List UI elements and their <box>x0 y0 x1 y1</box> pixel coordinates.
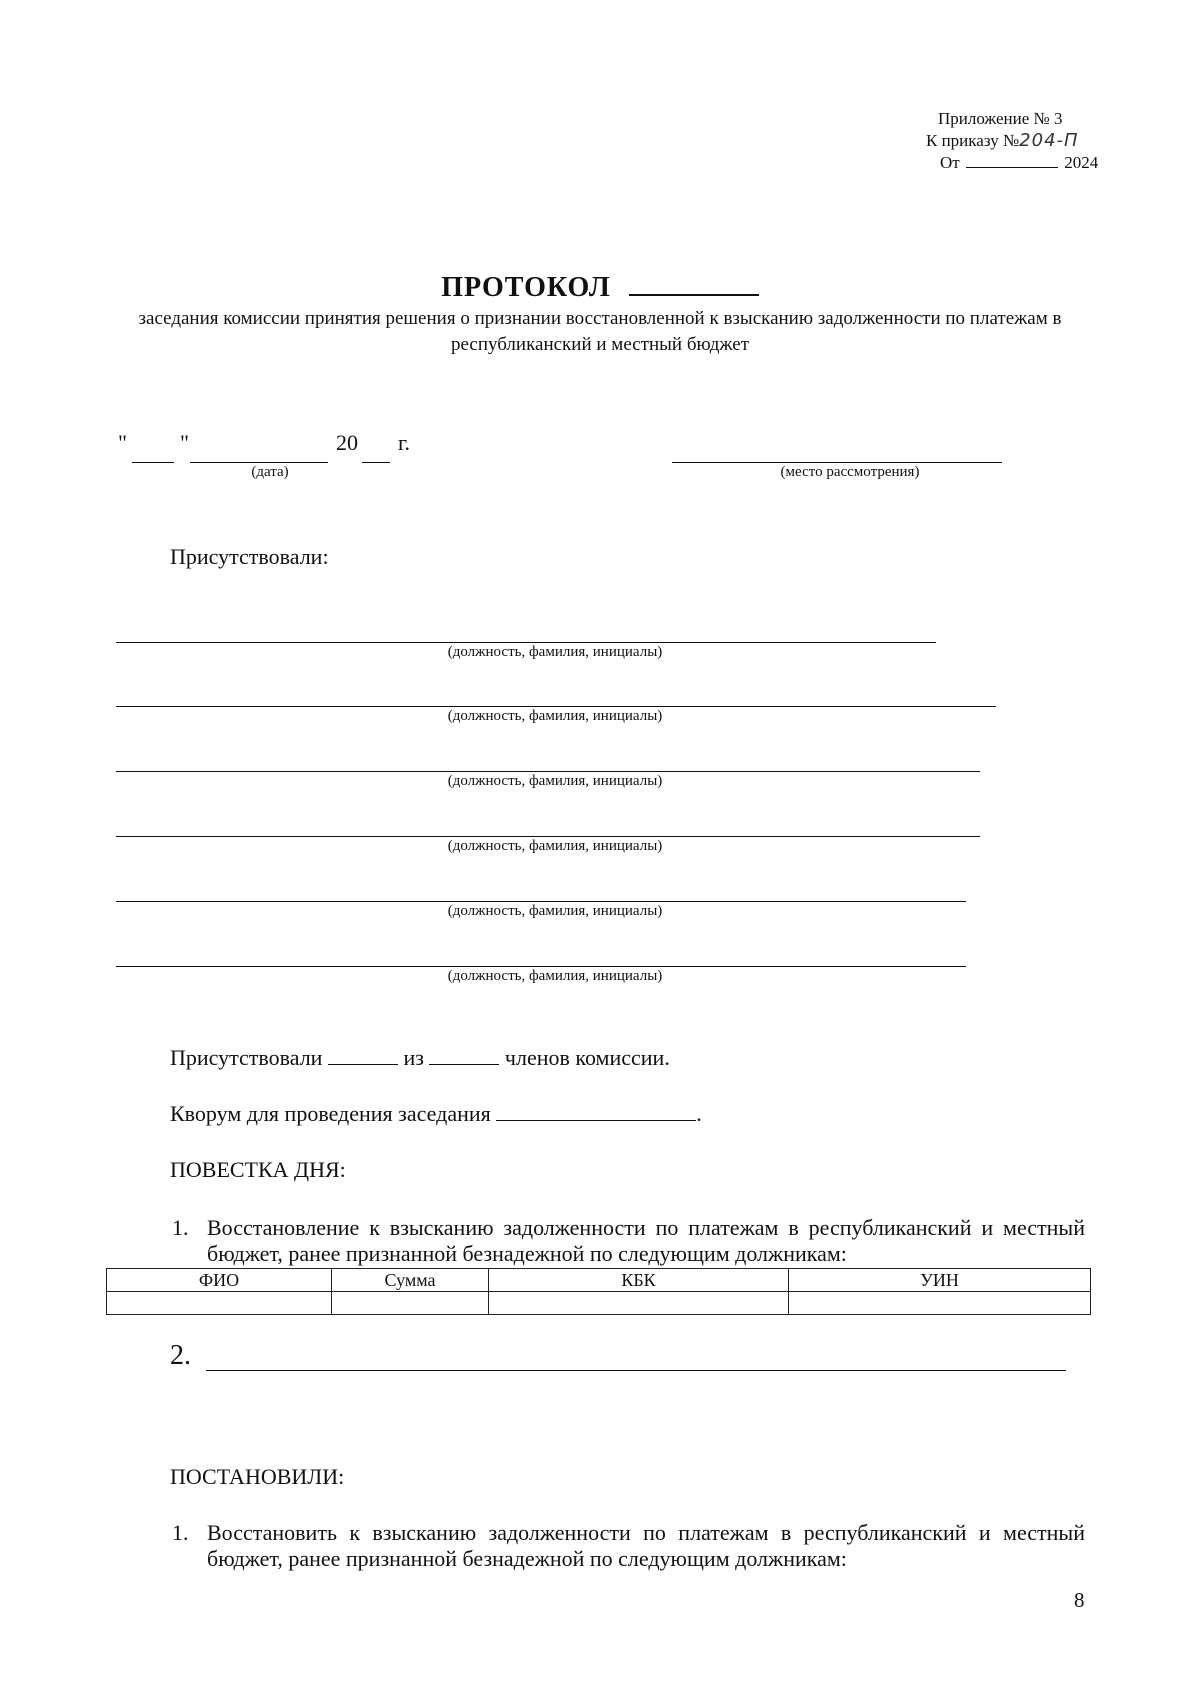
place-blank <box>672 462 1002 463</box>
attendee-line <box>116 706 996 707</box>
header-fio: ФИО <box>107 1269 332 1292</box>
title-text: ПРОТОКОЛ <box>441 272 611 303</box>
present-count-word3: членов комиссии. <box>504 1045 670 1070</box>
order-label: К приказу № <box>926 131 1020 150</box>
present-count-word1: Присутствовали <box>170 1045 323 1070</box>
header-amount: Сумма <box>332 1269 489 1292</box>
debtors-table-agenda <box>106 1268 1091 1315</box>
year-value: 2024 <box>1064 153 1099 172</box>
order-reference <box>926 130 1086 152</box>
attendee-caption: (должность, фамилия, инициалы) <box>447 773 663 789</box>
decision-item1-number: 1. <box>172 1520 189 1545</box>
year-suffix: г. <box>398 430 411 455</box>
quote-close: " <box>180 430 189 455</box>
table-header-row <box>107 1269 1091 1292</box>
date-caption: (дата) <box>251 464 289 480</box>
agenda-item2-blank <box>206 1370 1066 1371</box>
day-blank <box>132 462 174 463</box>
order-number-handwritten: 204-П <box>1019 130 1079 151</box>
table-cell <box>332 1292 489 1315</box>
agenda-item1-text: Восстановление к взысканию задолженности по платежам в республиканский и местный бюджет, ранее признанной безнадежной по следующим должникам: <box>207 1215 1085 1266</box>
page-number: 8 <box>1074 1588 1085 1612</box>
present-label: Присутствовали: <box>170 544 329 569</box>
place-caption: (место рассмотрения) <box>780 464 920 480</box>
appendix-number <box>938 108 1098 130</box>
year-prefix: 20 <box>336 430 358 455</box>
order-date <box>940 152 1100 174</box>
decision-item1-text: Восстановить к взысканию задолженности по платежам в республиканский и местный бюджет, ранее признанной безнадежной по следующим должникам: <box>207 1520 1085 1571</box>
table-cell <box>489 1292 789 1315</box>
header-uin: УИН <box>789 1269 1091 1292</box>
quorum-line <box>170 1101 702 1127</box>
attendee-caption: (должность, фамилия, инициалы) <box>447 838 663 854</box>
year-blank <box>362 462 390 463</box>
table-cell <box>107 1292 332 1315</box>
agenda-heading: ПОВЕСТКА ДНЯ: <box>170 1157 346 1182</box>
quorum-label: Кворум для проведения заседания <box>170 1101 491 1126</box>
appendix-label: Приложение № 3 <box>938 109 1063 128</box>
present-count-word2: из <box>403 1045 424 1070</box>
protocol-number-blank <box>629 294 759 296</box>
attendee-caption: (должность, фамилия, инициалы) <box>447 708 663 724</box>
date-label: От <box>940 153 960 172</box>
agenda-item2-number: 2. <box>170 1340 191 1371</box>
attendee-caption: (должность, фамилия, инициалы) <box>447 644 663 660</box>
table-cell <box>789 1292 1091 1315</box>
date-blank <box>966 167 1058 168</box>
header-kbk: КБК <box>489 1269 789 1292</box>
member-count-blank <box>429 1064 499 1065</box>
quorum-end: . <box>696 1101 702 1126</box>
decision-heading: ПОСТАНОВИЛИ: <box>170 1464 345 1489</box>
present-count-blank <box>328 1064 398 1065</box>
quote-open: " <box>118 430 127 455</box>
agenda-item1-number: 1. <box>172 1215 189 1240</box>
month-blank <box>190 462 328 463</box>
attendee-line <box>116 901 966 902</box>
attendee-caption: (должность, фамилия, инициалы) <box>447 968 663 984</box>
document-title <box>0 272 1200 304</box>
attendee-line <box>116 642 936 643</box>
attendee-line <box>116 836 980 837</box>
table-row <box>107 1292 1091 1315</box>
attendee-line <box>116 966 966 967</box>
appendix-header <box>926 108 1099 174</box>
attendee-caption: (должность, фамилия, инициалы) <box>447 903 663 919</box>
present-count-line <box>170 1045 670 1071</box>
attendee-line <box>116 771 980 772</box>
document-subtitle: заседания комиссии принятия решения о признании восстановленной к взысканию задолженности по платежам в республиканский и местный бюджет <box>138 308 1062 355</box>
quorum-blank <box>496 1120 696 1121</box>
